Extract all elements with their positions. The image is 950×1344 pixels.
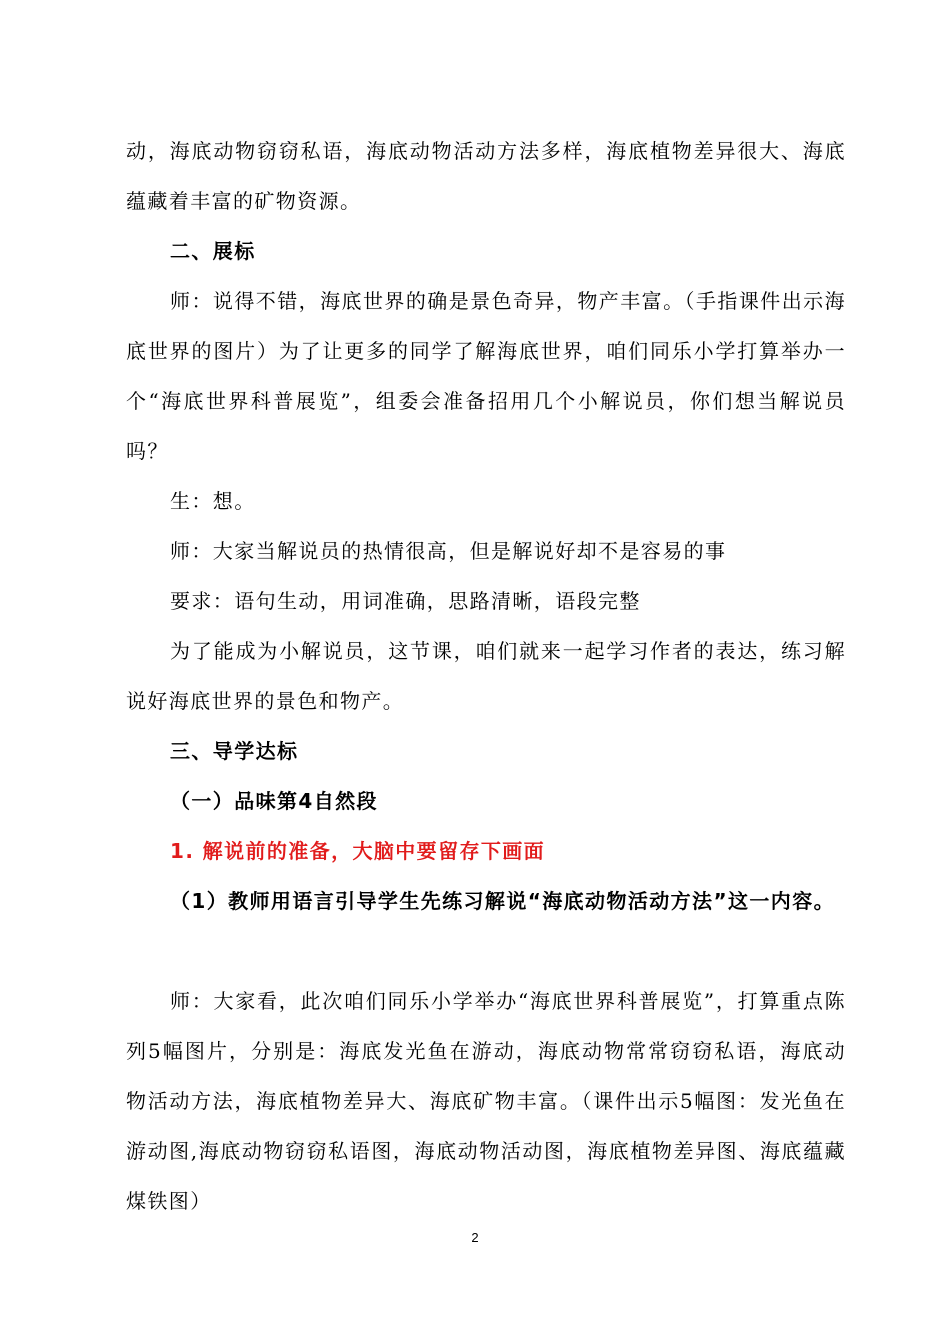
paragraph-teacher-exhibition: 师：大家看，此次咱们同乐小学举办“海底世界科普展览”，打算重点陈列5幅图片，分别是：海底发光鱼在游动，海底动物常常窃窃私语，海底动物活动方法，海底植物差异大、海底矿物丰富。（课件出示5幅图：发光鱼在游动图,海底动物窃窃私语图，海底动物活动图，海底植物差异图、海底蕴藏煤铁图） [126,989,846,1213]
paragraph-continuation: 动，海底动物窃窃私语，海底动物活动方法多样，海底植物差异很大、海底蕴藏着丰富的矿物资源。 [126,139,846,213]
page-number: 2 [471,1230,479,1245]
step-instruction: （1）教师用语言引导学生先练习解说“海底动物活动方法”这一内容。 [170,889,836,913]
paragraph-requirements: 要求：语句生动，用词准确，思路清晰，语段完整 [170,589,641,613]
paragraph-teacher-intro: 师：说得不错，海底世界的确是景色奇异，物产丰富。（手指课件出示海底世界的图片）为了让更多的同学了解海底世界，咱们同乐小学打算举办一个“海底世界科普展览”，组委会准备招用几个小解说员，你们想当解说员吗？ [126,289,846,463]
section-heading-2: 二、展标 [170,239,256,263]
paragraph-student-reply: 生：想。 [170,489,256,513]
paragraph-teacher-note: 师：大家当解说员的热情很高，但是解说好却不是容易的事 [170,539,727,563]
paragraph-lesson-goal: 为了能成为小解说员，这节课，咱们就来一起学习作者的表达，练习解说好海底世界的景色和物产。 [126,639,846,713]
section-heading-3: 三、导学达标 [170,739,299,763]
highlighted-step-heading: 1. 解说前的准备，大脑中要留存下画面 [170,839,546,863]
subsection-heading: （一）品味第4自然段 [170,789,378,813]
